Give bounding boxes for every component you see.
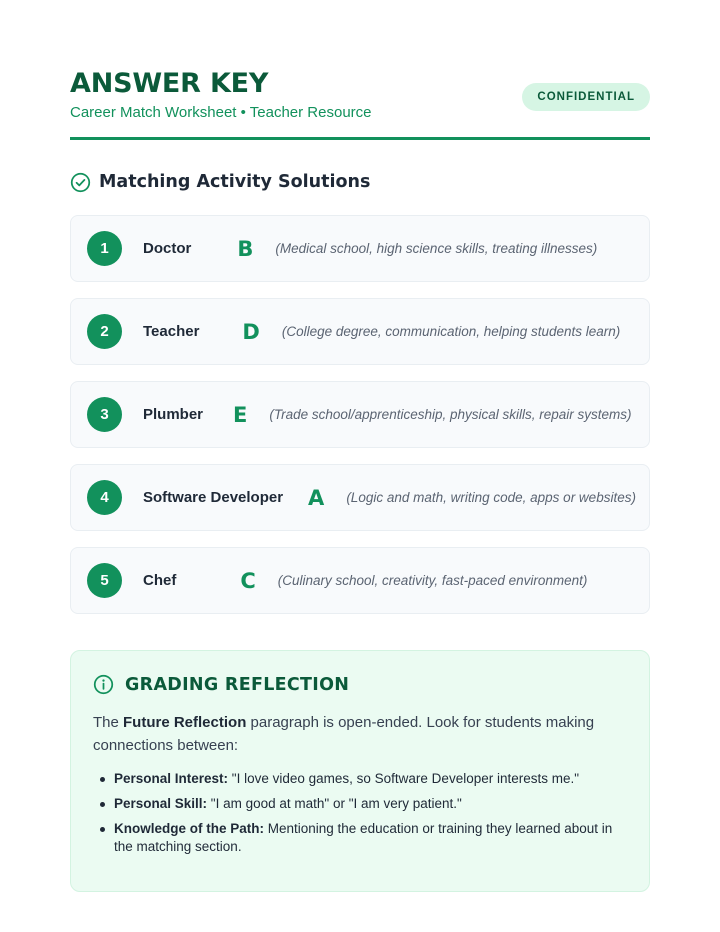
row-number: 4 [87, 480, 122, 515]
page-title: ANSWER KEY [70, 68, 269, 99]
answer-reason: (Culinary school, creativity, fast-paced environment) [277, 573, 588, 588]
confidential-badge: CONFIDENTIAL [522, 83, 650, 111]
matching-heading: Matching Activity Solutions [99, 172, 371, 192]
list-item [93, 820, 633, 856]
answer-key-page [70, 0, 650, 854]
criteria-label: Personal Interest: [114, 771, 229, 786]
criteria-text: "I love video games, so Software Developer interests me." [228, 771, 580, 786]
row-number: 3 [87, 397, 122, 432]
info-circle-icon [93, 674, 114, 695]
row-number: 5 [87, 563, 122, 598]
bullet-dot [100, 827, 105, 832]
header-divider [70, 137, 650, 140]
bullet-dot [100, 802, 105, 807]
row-number: 2 [87, 314, 122, 349]
matching-section-heading [70, 170, 370, 194]
header [70, 0, 650, 140]
row-number: 1 [87, 231, 122, 266]
answer-reason: (Logic and math, writing code, apps or websites) [346, 490, 636, 505]
answer-letter: C [240, 568, 256, 593]
answer-row [70, 547, 650, 614]
reflection-intro [93, 711, 613, 757]
answer-reason: (Medical school, high science skills, treating illnesses) [275, 241, 598, 256]
answer-letter: E [233, 402, 248, 427]
intro-text: paragraph is open-ended. Look for students making connections between: [93, 714, 595, 754]
intro-bold-text: Future Reflection [123, 714, 247, 731]
criteria-text: Mentioning the education or training they learned about in the matching section. [114, 821, 613, 854]
list-item [93, 795, 633, 813]
career-name: Doctor [143, 240, 192, 257]
answer-list [70, 215, 650, 630]
criteria-text: "I am good at math" or "I am very patient." [207, 796, 462, 811]
answer-letter: B [237, 236, 254, 261]
career-name: Software Developer [143, 489, 284, 506]
page-subtitle: Career Match Worksheet • Teacher Resource [70, 104, 372, 121]
answer-letter: D [242, 319, 260, 344]
check-circle-icon [70, 172, 91, 193]
grading-reflection-panel [70, 650, 650, 892]
answer-row [70, 215, 650, 282]
reflection-heading: GRADING REFLECTION [125, 674, 350, 695]
answer-reason: (Trade school/apprenticeship, physical skills, repair systems) [269, 407, 632, 422]
list-item [93, 770, 633, 788]
career-name: Plumber [143, 406, 204, 423]
intro-text: The [93, 714, 124, 731]
answer-row [70, 464, 650, 531]
career-name: Chef [143, 572, 177, 589]
criteria-label: Knowledge of the Path: [114, 821, 264, 836]
answer-row [70, 381, 650, 448]
answer-reason: (College degree, communication, helping students learn) [281, 324, 621, 339]
answer-row [70, 298, 650, 365]
answer-letter: A [308, 485, 325, 510]
reflection-heading-row [93, 674, 349, 695]
criteria-label: Personal Skill: [114, 796, 208, 811]
reflection-criteria-list [93, 770, 633, 863]
bullet-dot [100, 777, 105, 782]
career-name: Teacher [143, 323, 200, 340]
